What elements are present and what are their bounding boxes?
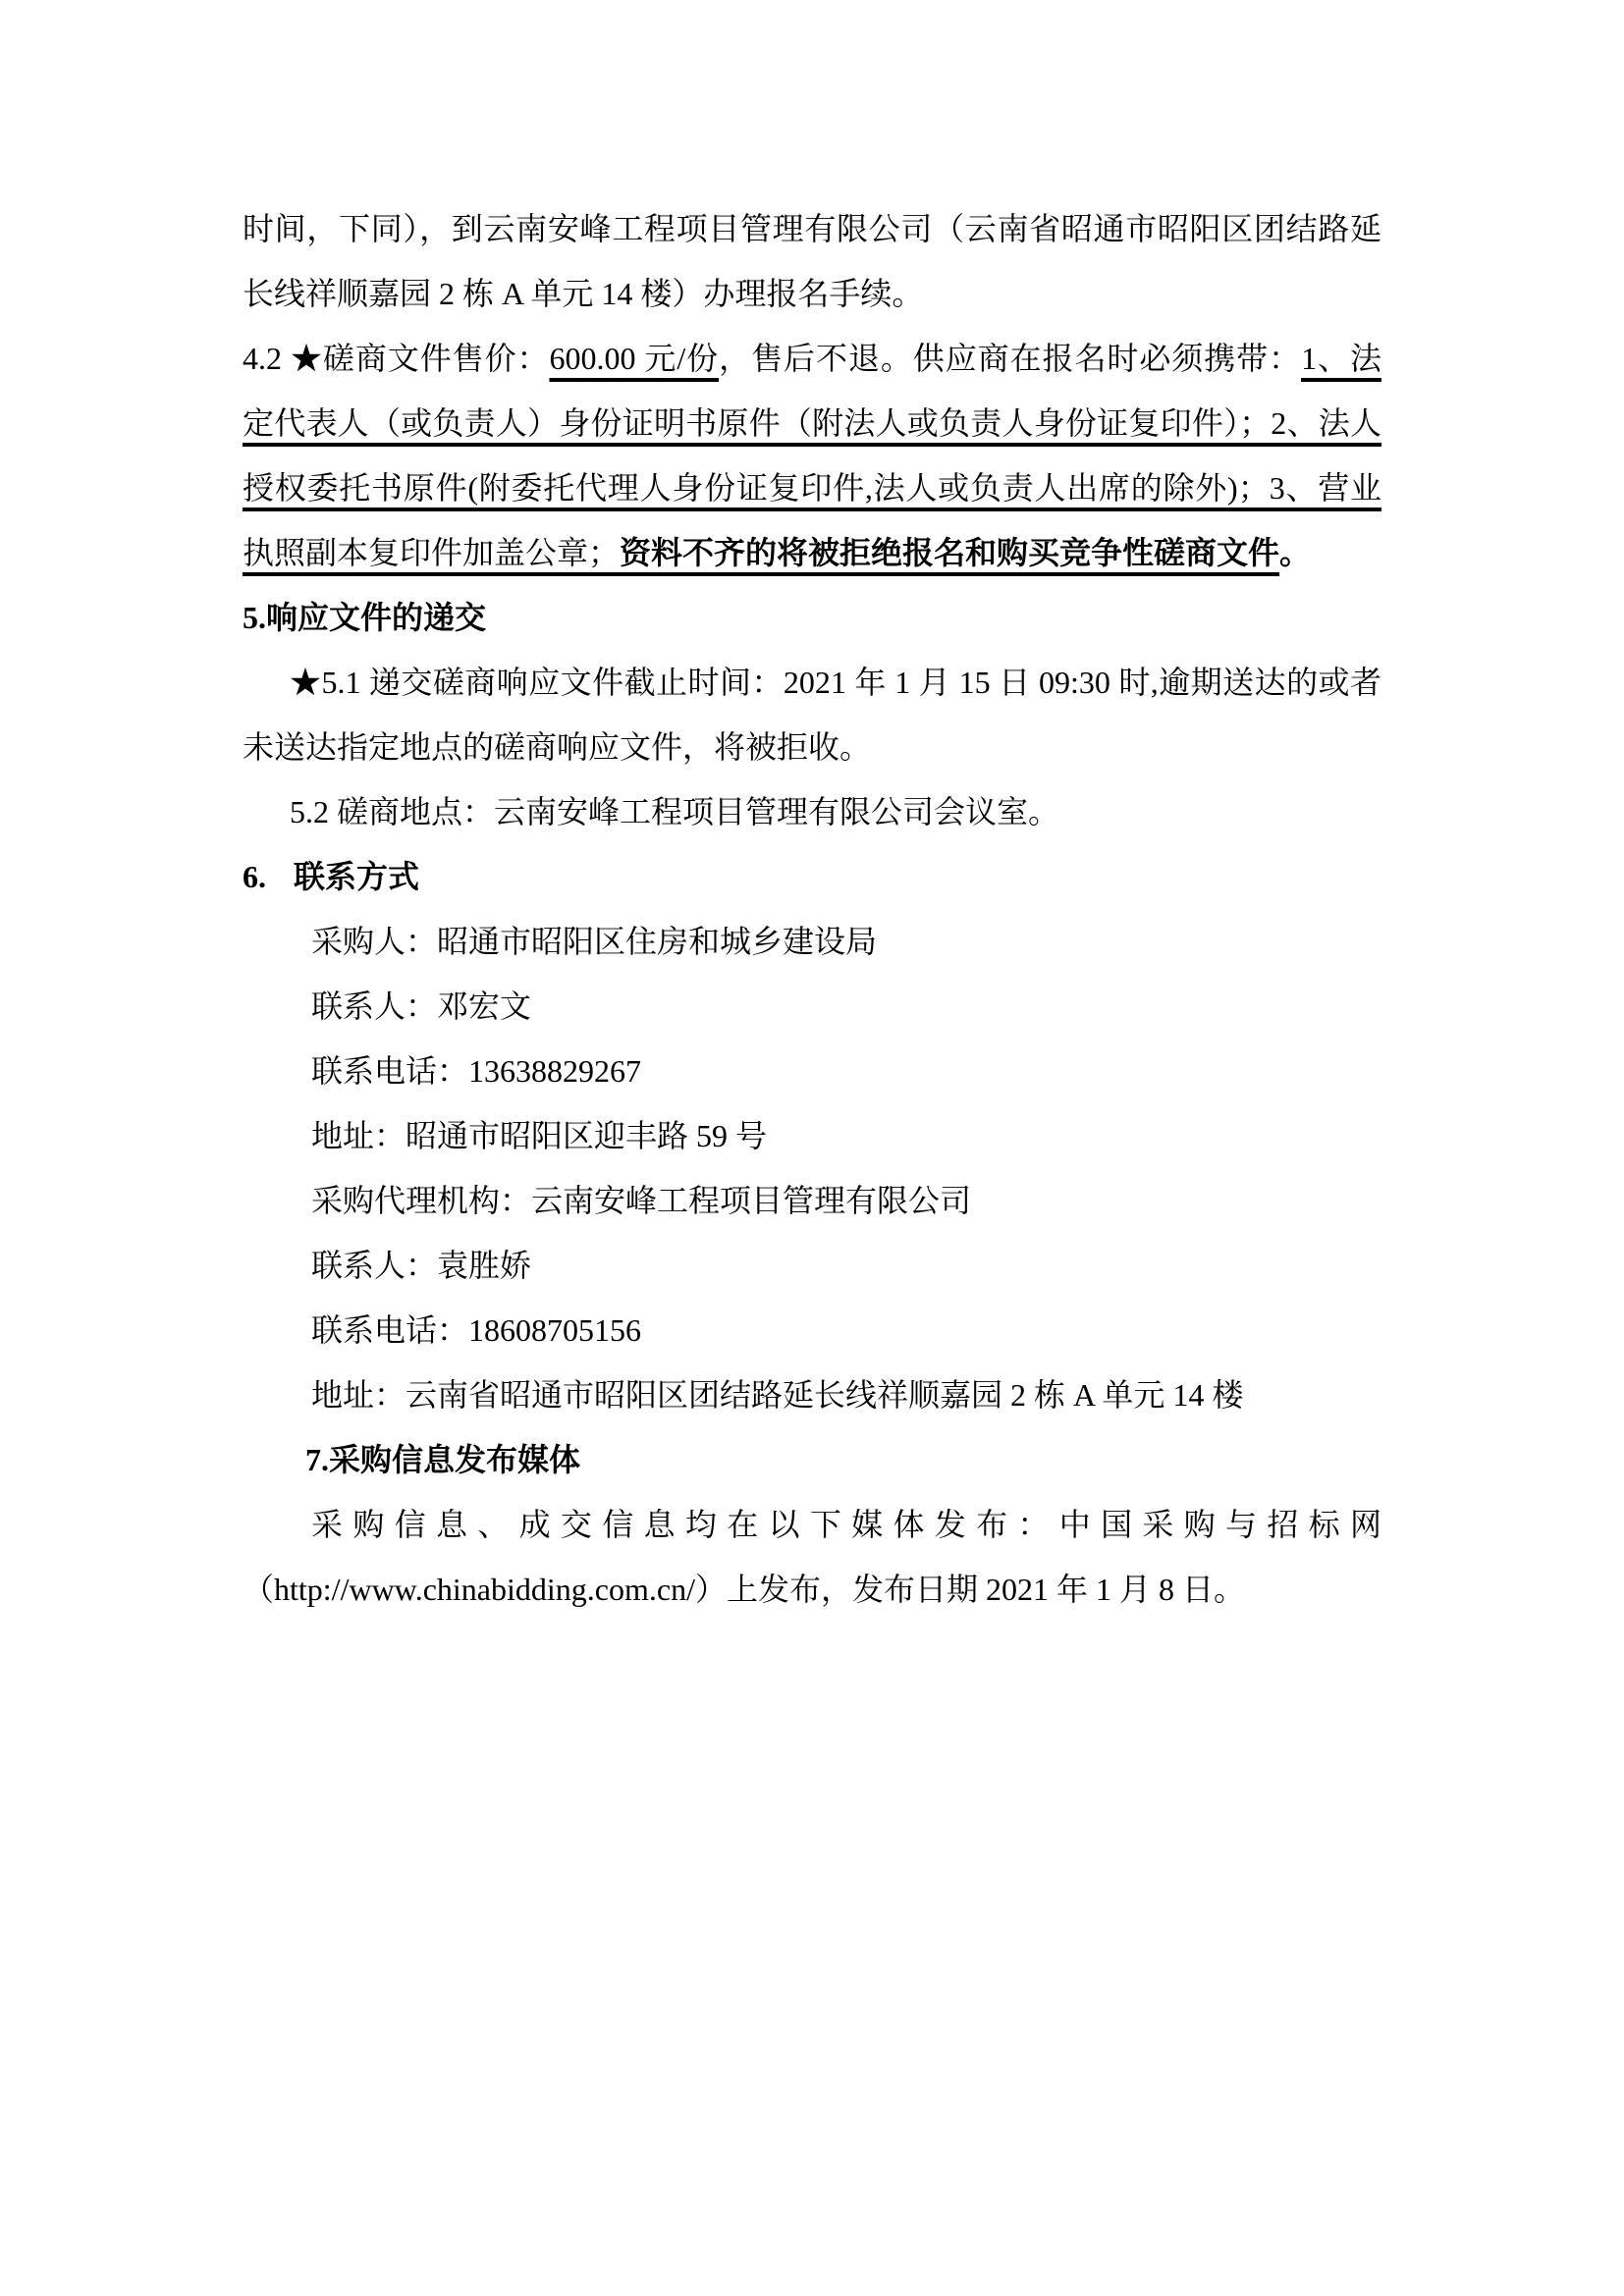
contact-value: 云南省昭通市昭阳区团结路延长线祥顺嘉园 2 栋 A 单元 14 楼 bbox=[406, 1377, 1244, 1413]
clause-5-2-paragraph bbox=[243, 779, 1381, 844]
publication-media-text: 采购信息、成交信息均在以下媒体发布：中国采购与招标网（http://www.chinabidding.com.cn/）上发布，发布日期 2021 年 1 月 8 日。 bbox=[243, 1507, 1381, 1607]
registration-continuation-text: 时间，下同），到云南安峰工程项目管理有限公司（云南省昭通市昭阳区团结路延长线祥顺嘉园 2 栋 A 单元 14 楼）办理报名手续。 bbox=[243, 211, 1381, 311]
contact-label: 联系电话： bbox=[311, 1053, 469, 1089]
contact-label: 采购代理机构： bbox=[311, 1183, 532, 1218]
paragraph-registration-continuation bbox=[243, 196, 1381, 326]
contact-value: 云南安峰工程项目管理有限公司 bbox=[531, 1183, 972, 1218]
contact-value: 袁胜娇 bbox=[437, 1248, 532, 1283]
section-6-heading bbox=[243, 844, 1381, 909]
contact-value: 13638829267 bbox=[468, 1053, 642, 1089]
clause-5-1-text: ★5.1 递交磋商响应文件截止时间：2021 年 1 月 15 日 09:30 时,逾期送达的或者未送达指定地点的磋商响应文件，将被拒收。 bbox=[243, 665, 1381, 765]
clause-4-2-paragraph bbox=[243, 326, 1381, 585]
contact-label: 采购人： bbox=[311, 924, 438, 959]
contact-line-phone-1 bbox=[243, 1039, 1381, 1103]
section-6-number: 6. bbox=[243, 859, 266, 894]
contact-line-phone-2 bbox=[243, 1298, 1381, 1362]
clause-4-2-price-value: 600.00 元/份 bbox=[549, 341, 720, 376]
contact-line-address-1 bbox=[243, 1103, 1381, 1168]
contact-line-person-1 bbox=[243, 974, 1381, 1039]
clause-4-2-required-documents: 1、法定代表人（或负责人）身份证明书原件（附法人或负责人身份证复印件）；2、法人授权委托书原件(附委托代理人身份证复印件,法人或负责人出席的除外)；3、营业执照副本复印件加盖公章； bbox=[243, 341, 1381, 570]
section-6-title: 联系方式 bbox=[294, 859, 420, 894]
contact-label: 联系人： bbox=[311, 988, 438, 1024]
contact-value: 昭通市昭阳区迎丰路 59 号 bbox=[406, 1118, 768, 1153]
contact-label: 联系电话： bbox=[311, 1312, 469, 1348]
clause-4-2-no-refund-text: ，售后不退。供应商在报名时必须携带： bbox=[719, 341, 1302, 376]
section-7-body-paragraph bbox=[243, 1492, 1381, 1622]
clause-4-2-rejection-warning: 资料不齐的将被拒绝报名和购买竞争性磋商文件 bbox=[620, 535, 1280, 570]
contact-line-purchaser bbox=[243, 909, 1381, 974]
clause-4-2-price-label: 4.2 ★磋商文件售价： bbox=[243, 341, 550, 376]
contact-line-agency bbox=[243, 1168, 1381, 1233]
contact-value: 昭通市昭阳区住房和城乡建设局 bbox=[437, 924, 878, 959]
section-5-heading bbox=[243, 585, 1381, 650]
contact-value: 18608705156 bbox=[468, 1312, 642, 1348]
section-7-heading-text: 7.采购信息发布媒体 bbox=[305, 1442, 581, 1477]
contact-line-person-2 bbox=[243, 1233, 1381, 1298]
clause-5-2-text: 5.2 磋商地点：云南安峰工程项目管理有限公司会议室。 bbox=[290, 794, 1060, 829]
contact-line-address-2 bbox=[243, 1362, 1381, 1427]
contact-label: 地址： bbox=[311, 1118, 406, 1153]
clause-4-2-period: 。 bbox=[1279, 535, 1312, 570]
contact-value: 邓宏文 bbox=[437, 988, 532, 1024]
section-7-heading bbox=[243, 1427, 1381, 1492]
section-5-heading-text: 5.响应文件的递交 bbox=[243, 600, 487, 635]
contact-label: 地址： bbox=[311, 1377, 406, 1413]
clause-5-1-paragraph bbox=[243, 650, 1381, 779]
contact-label: 联系人： bbox=[311, 1248, 438, 1283]
